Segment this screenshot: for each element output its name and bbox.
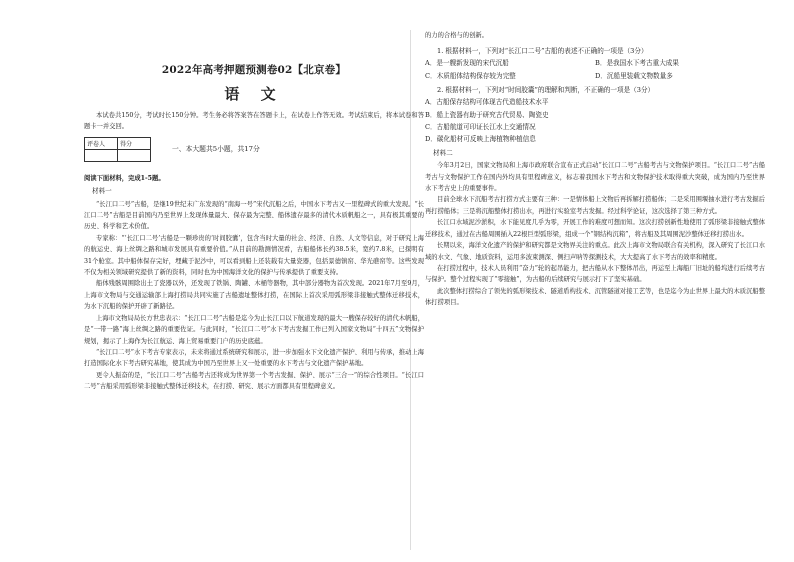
- paragraph: 此次整体打捞综合了领先的弧形梁技术、隧道盾构技术、沉管隧道对接工艺等，也是迄今为止世界上最大的木质沉船整体打捞项目。: [425, 287, 765, 307]
- option-d[interactable]: D．沉船里装载文物数量多: [595, 71, 673, 80]
- grader-label: 评卷人: [85, 137, 118, 149]
- option-b[interactable]: B．船上瓷器有助于研究古代贸易、陶瓷史: [425, 110, 549, 119]
- paragraph: “长江口二号”水下考古专家表示，未来将通过系统研究和展示，进一步加强水下文化遗产保护、利用与传承，推动上海打造国际化水下考古研究基地，使其成为中国乃至世界上又一处重要的水下考古与文化遗产保护基地。: [84, 348, 424, 368]
- paragraph: “长江口二号”古船，是继19世纪末广东发现的“南海一号”宋代沉船之后，中国水下考古又一里程碑式的重大发现。“长江口二号”古船是目前国内乃至世界上发现体量最大、保存最为完整、船体遗存最多的清代木质帆船之一，具有极其重要的历史、科学和艺术价值。: [84, 200, 424, 231]
- paragraph: 专家称：“‘长江口二号’古船是一颗珍贵的‘时间胶囊’，包含当时大量的社会、经济、自然、人文等信息，对于研究上海的航运史、海上丝绸之路和城市发展具有重要价值。”从目前的勘测情况看，古船船体长约38.5米，宽约7.8米，已探明有31个舱室。其中船体保存完好，埋藏于泥沙中，可以看到船上还装载有大量瓷器，包括景德镇窑、华光礁窑等。这些发现不仅为相关领域研究提供了新的资料，同时也为中国海洋文化的保护与传承提供了重要支持。: [84, 234, 424, 277]
- grader-cell: [85, 149, 118, 161]
- score-table: [84, 137, 151, 162]
- score-area: [84, 137, 424, 173]
- question-2-stem: 2. 根据材料一，下列对“时间胶囊”的理解和判断，不正确的一项是（3分）: [437, 86, 655, 95]
- question-1-options: [425, 57, 765, 82]
- score-cell: [118, 149, 151, 161]
- paragraph: 目前全球水下沉船考古打捞方式主要有三种：一是情体船上文物后再拆解打捞船体；二是采用围堰抽水进行考古发掘后再打捞船体；三是将沉船整体打捞出水，再进行实验室考古发掘。经过科学论证，这次选择了第三种方式。: [425, 196, 765, 215]
- left-column: [84, 30, 424, 393]
- option-b[interactable]: B．是我国水下考古重大成果: [595, 59, 679, 68]
- option-c[interactable]: C．古船航道可印证长江水上交通情况: [425, 123, 536, 132]
- paragraph: 长江口水域泥沙淤积，水下能见度几乎为零，开展工作的难度可想而知。这次打捞创新性地使用了弧形梁非接触式整体迁移技术，通过在古船周围插入22根巨型弧形梁，组成一个“钢结构沉箱”，将古船及其周围泥沙整体迁移打捞出水。: [425, 219, 765, 238]
- reading-prompt: 阅读下面材料，完成1-5题。: [84, 174, 165, 182]
- paragraph: 上海市文物局局长方世忠表示：“长江口二号”古船是迄今为止长江口以下航道发现的最大一艘保存较好的清代木帆船，是“一带一路”海上丝绸之路的重要佐证。与此同时，“长江口二号”水下考古发掘工作已列入国家文物局“十四五”文物保护规划，揭示了上海作为长江航运、海上贸易重要门户的历史底蕴。: [84, 314, 424, 345]
- right-column: [425, 30, 765, 309]
- material-2-label: 材料二: [433, 148, 453, 157]
- exam-title: 2022年高考押题预测卷02【北京卷】: [161, 64, 347, 76]
- material-1-label: 材料一: [92, 187, 112, 196]
- paragraph: 今年3月2日，国家文物局和上海市政府联合宣布正式启动“长江口二号”古船考古与文物保护项目。“长江口二号”古船考古与文物保护工作在国内外均具有里程碑意义，标志着我国水下考古和文物保护技术取得重大突破，成为国内乃至世界水下考古史上的重要事件。: [425, 162, 765, 193]
- continued-text: 的力的合格与的创新。: [425, 32, 488, 39]
- paragraph: 长期以来，海洋文化遗产的保护和研究都是文物界关注的重点。此次上海市文物局联合有关机构，深入研究了长江口水域的水文、气象、地质资料，运用多波束测深、侧扫声呐等探测技术，大大提高了水下考古的效率和精度。: [425, 242, 765, 261]
- subject-title: 语 文: [224, 85, 284, 103]
- paragraph: 船体残骸周围除出土了瓷器以外，还发现了铁锅、陶罐、木桶等器物，其中部分器物为首次发现。2021年7月至9月，上海市文物局与交通运输部上海打捞局共同实施了古船遗址整体打捞，在国际上首次采用弧形梁非接触式整体迁移技术，为水下沉船的保护开辟了新路径。: [84, 280, 424, 311]
- paragraph: 在打捞过程中，技术人员利用“奋力”轮的起吊能力，把古船从水下整体吊出，再运至上海船厂旧址的船坞进行后续考古与保护。整个过程实现了“零接触”，为古船的后续研究与展示打下了坚实基础。: [425, 264, 765, 284]
- paragraph: 更令人振奋的是，“长江口二号”古船考古还将成为世界第一个考古发掘、保护、展示“三合一”的综合性项目。“长江口二号”古船采用弧形梁非接触式整体迁移技术，在打捞、研究、展示方面都具有里程碑意义。: [84, 371, 424, 391]
- score-label: 得分: [118, 137, 151, 149]
- question-1-stem: 1. 根据材料一，下列对“长江口二号”古船的表述不正确的一项是（3分）: [437, 47, 648, 56]
- option-c[interactable]: C．木质船体结构保存较为完整: [425, 71, 516, 80]
- option-a[interactable]: A．是一艘新发现的宋代沉船: [425, 59, 509, 68]
- section-heading: 一、本大题共5小题，共17分: [172, 144, 260, 153]
- instruction-text: 本试卷共150分，考试时长150分钟。考生务必将答案答在答题卡上，在试卷上作答无效。考试结束后，将本试卷和答题卡一并交回。: [84, 112, 424, 131]
- option-d[interactable]: D．碳化船材可反映上海植物种植信息: [425, 135, 536, 144]
- option-a[interactable]: A．古船保存结构可体现古代造船技术水平: [425, 98, 549, 107]
